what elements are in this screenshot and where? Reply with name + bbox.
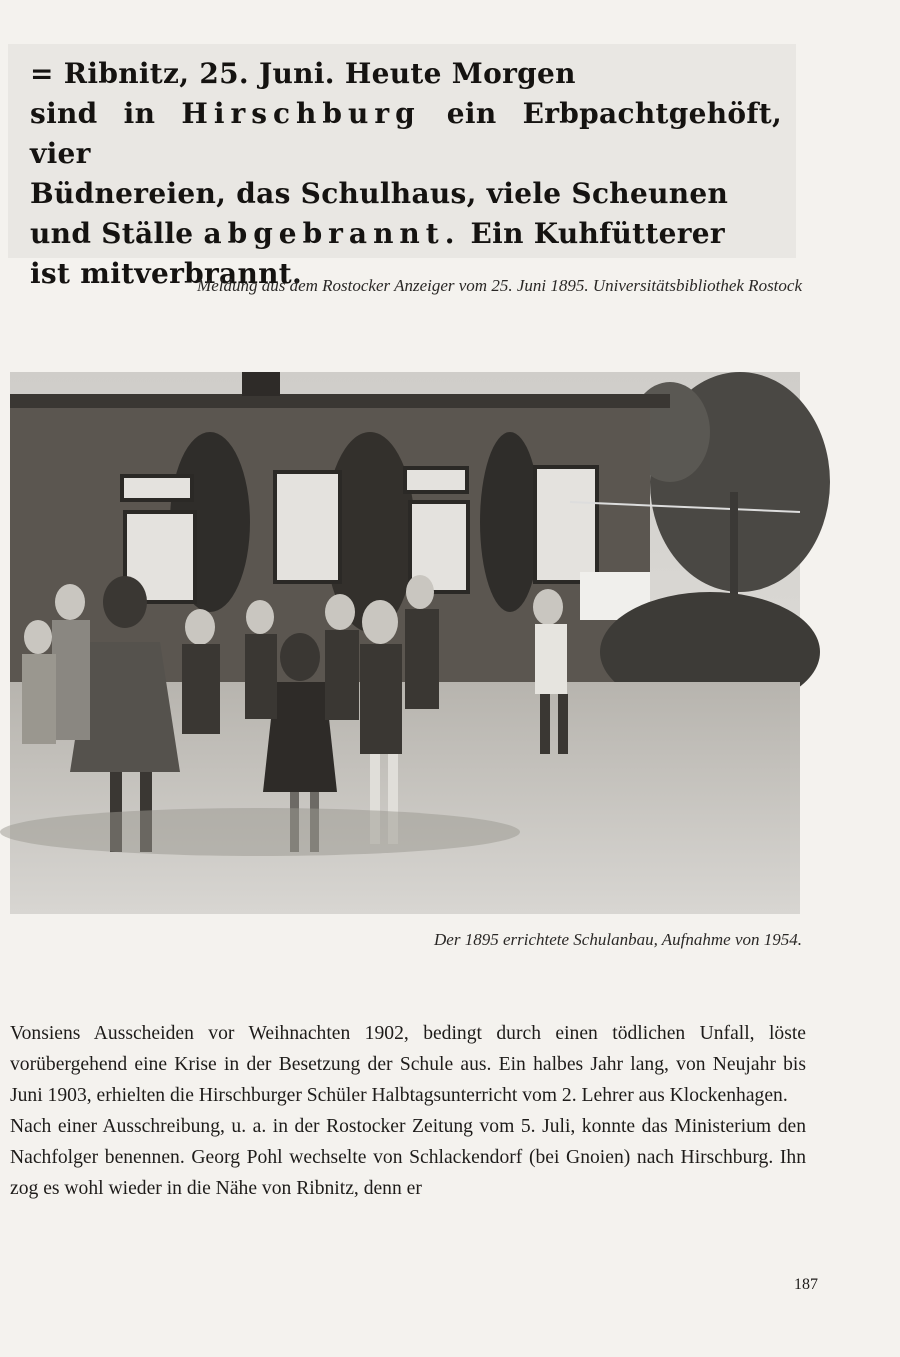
clipping-line-5: ist mitverbrannt. bbox=[30, 257, 303, 290]
school-photo bbox=[10, 372, 800, 914]
clipping-text bbox=[30, 54, 782, 294]
school-photo-drawing bbox=[10, 372, 800, 914]
page-number: 187 bbox=[794, 1276, 818, 1293]
clipping-line-2 bbox=[30, 94, 782, 174]
clipping-line-1: = Ribnitz, 25. Juni. Heute Morgen bbox=[30, 57, 576, 90]
body-text bbox=[10, 1018, 806, 1204]
clipping-line-4-b: abgebrannt. bbox=[203, 217, 461, 250]
clipping-caption: Meldung aus dem Rostocker Anzeiger vom 25. Juni 1895. Universitätsbibliothek Rostock bbox=[197, 276, 802, 295]
clipping-line-3: Büdnereien, das Schulhaus, viele Scheunen bbox=[30, 177, 729, 210]
paragraph-1: Vonsiens Ausscheiden vor Weihnachten 1902, bedingt durch einen tödlichen Unfall, löste vorübergehend eine Krise in der Besetzung der Schule aus. Ein halbes Jahr lang, von Neujahr bis Juni 1903, erhielten die Hirschburger Schüler Halbtagsunterricht vom 2. Lehrer aus Klockenhagen. bbox=[10, 1023, 806, 1106]
paragraph-2: Nach einer Ausschreibung, u. a. in der Rostocker Zeitung vom 5. Juli, konnte das Ministerium den Nachfolger benennen. Georg Pohl wechselte von Schlackendorf (bei Gnoien) nach Hirschburg. Ihn zog es wohl wieder in die Nähe von Ribnitz, denn er bbox=[10, 1116, 806, 1199]
clipping-line-4 bbox=[30, 214, 782, 254]
clipping-line-2-c: ein Erbpachtgehöft, vier bbox=[30, 97, 782, 170]
clipping-line-2-b: Hirschburg bbox=[181, 97, 421, 130]
clipping-line-4-a: und Ställe bbox=[30, 217, 204, 250]
clipping-line-2-a: sind in bbox=[30, 97, 182, 130]
clipping-line-4-c: Ein Kuhfütterer bbox=[460, 217, 725, 250]
photo-caption: Der 1895 errichtete Schulanbau, Aufnahme von 1954. bbox=[434, 930, 802, 949]
